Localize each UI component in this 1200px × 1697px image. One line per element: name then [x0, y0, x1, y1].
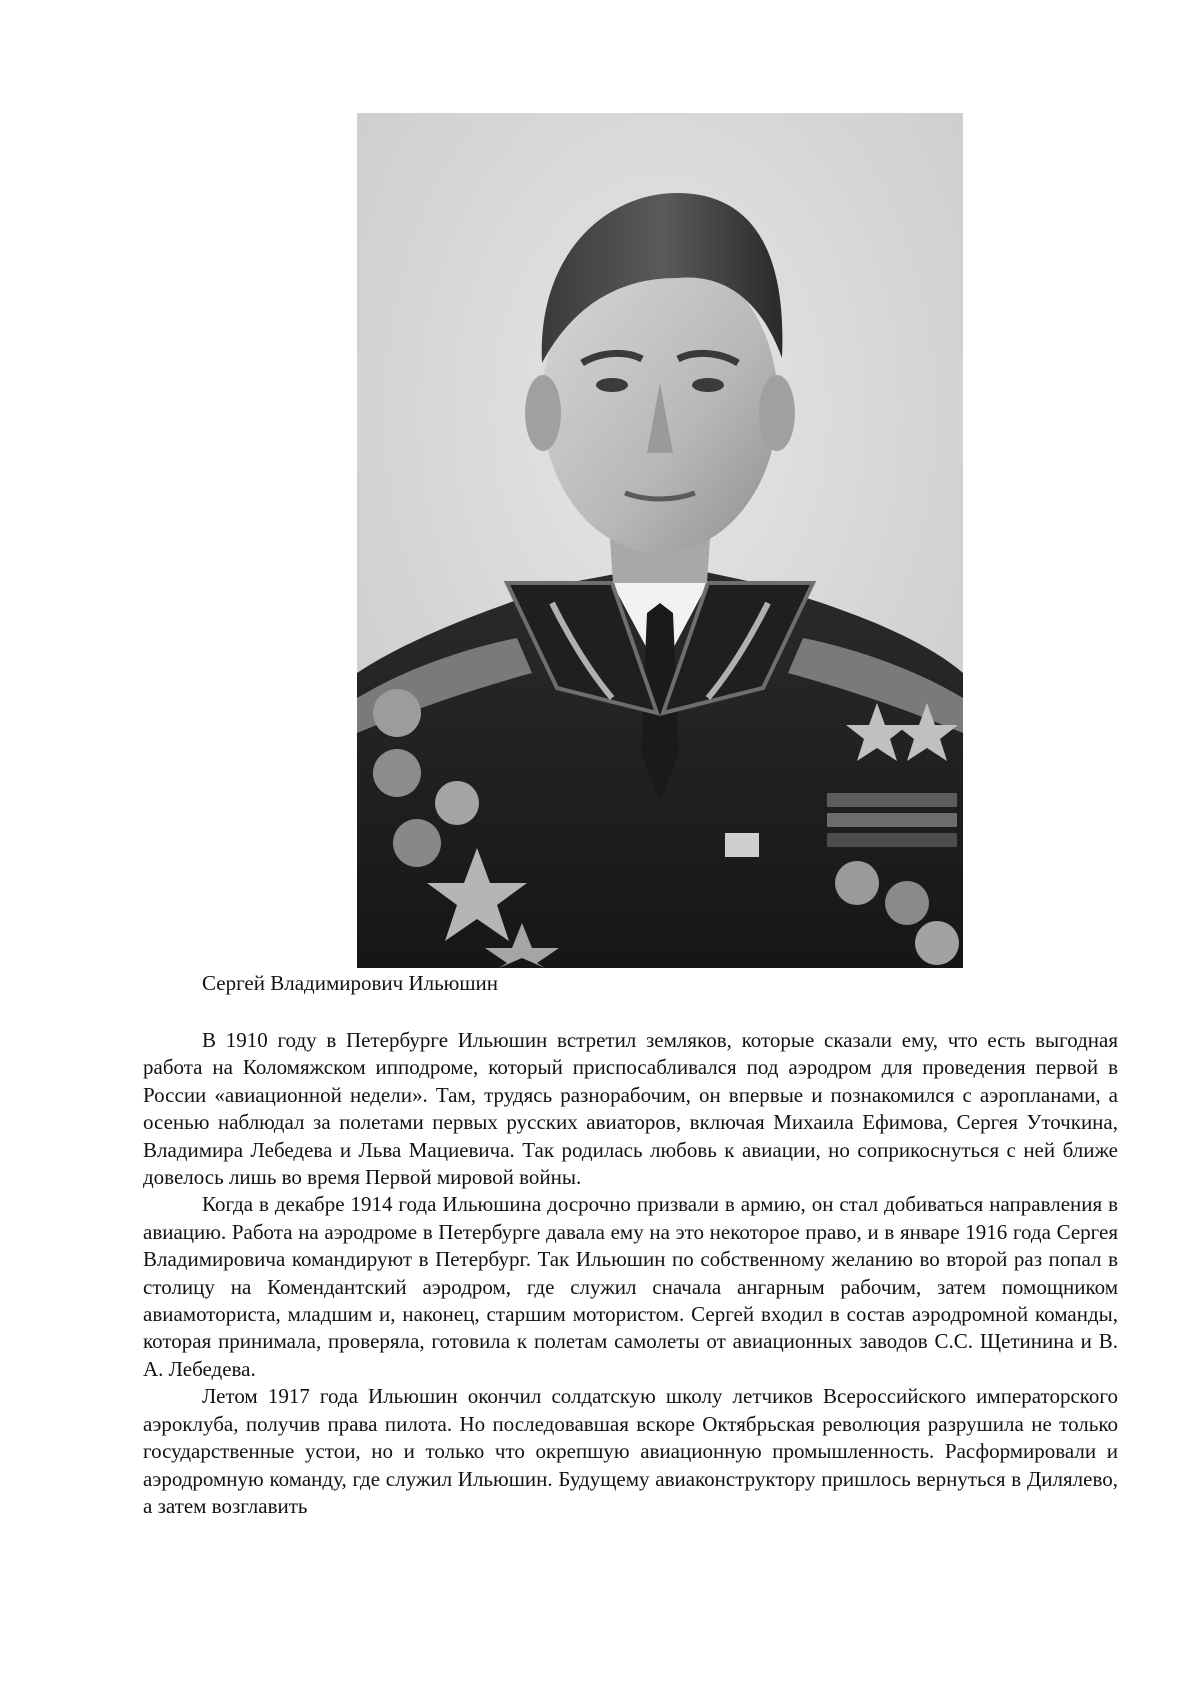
paragraph: Летом 1917 года Ильюшин окончил солдатскую школу летчиков Всероссийского императорского аэроклуба, получив права пилота. Но последовавшая вскоре Октябрьская революция разрушила не только государственные устои, но и только что окрепшую авиационную промышленность. Расформировали и аэродромную команду, где служил Ильюшин. Будущему авиаконструктору пришлось вернуться в Дилялево, а затем возглавить	[143, 1384, 1118, 1518]
portrait-photo	[357, 113, 963, 968]
paragraph: В 1910 году в Петербурге Ильюшин встретил земляков, которые сказали ему, что есть выгодная работа на Коломяжском ипподроме, который приспосабливался под аэродром для проведения первой в России «авиационной недели». Там, трудясь разнорабочим, он впервые и познакомился с аэропланами, а осенью наблюдал за полетами первых русских авиаторов, включая Михаила Ефимова, Сергея Уточкина, Владимира Лебедева и Льва Мациевича. Так родилась любовь к авиации, но соприкоснуться с ней ближе довелось лишь во время Первой мировой войны.	[143, 1028, 1118, 1190]
portrait-illustration	[357, 113, 963, 968]
paragraph: Когда в декабре 1914 года Ильюшина досрочно призвали в армию, он стал добиваться направления в авиацию. Работа на аэродроме в Петербурге давала ему на это некоторое право, и в январе 1916 года Сергея Владимировича командируют в Петербург. Так Ильюшин по собственному желанию во второй раз попал в столицу на Комендантский аэродром, где служил сначала ангарным рабочим, затем помощником авиамоториста, младшим и, наконец, старшим мотористом. Сергей входил в состав аэродромной команды, которая принимала, проверяла, готовила к полетам самолеты от авиационных заводов С.С. Щетинина и В. А. Лебедева.	[143, 1192, 1118, 1381]
photo-caption: Сергей Владимирович Ильюшин	[202, 971, 499, 995]
body-text	[143, 1027, 1118, 1520]
